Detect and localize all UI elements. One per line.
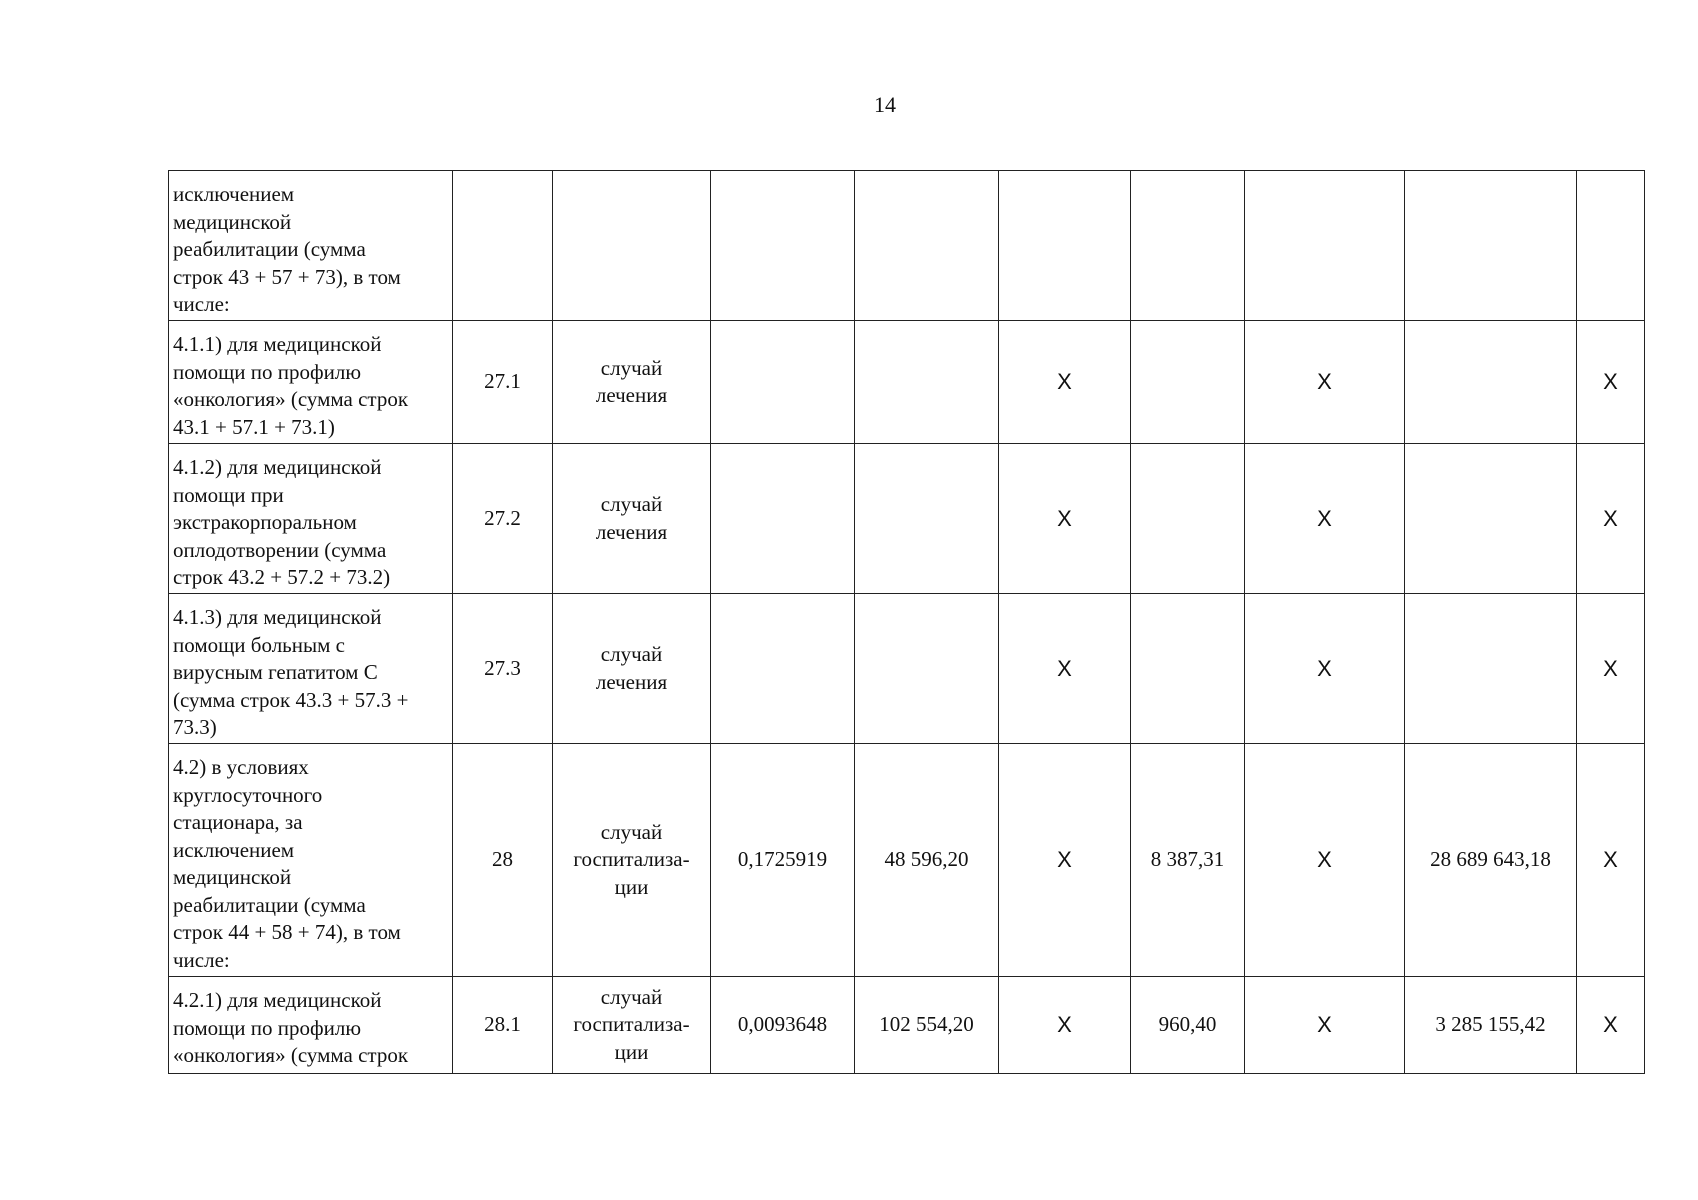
value-cell: X [999,977,1131,1074]
row-name-cell: 4.1.1) для медицинской помощи по профилю «онкология» (сумма строк 43.1 + 57.1 + 73.1) [169,321,453,444]
value-cell [999,171,1131,321]
table-row [169,321,1645,444]
table-row [169,977,1645,1074]
value-cell [1131,171,1245,321]
value-cell: 960,40 [1131,977,1245,1074]
value-cell [1131,321,1245,444]
value-cell: 0,0093648 [711,977,855,1074]
value-cell: 8 387,31 [1131,744,1245,977]
value-cell: X [1245,977,1405,1074]
table-row [169,594,1645,744]
line-number-cell: 28.1 [453,977,553,1074]
value-cell: 102 554,20 [855,977,999,1074]
value-cell [1405,594,1577,744]
value-cell [711,171,855,321]
value-cell [855,171,999,321]
value-cell: X [1245,744,1405,977]
line-number-cell [453,171,553,321]
value-cell: X [1577,744,1645,977]
value-cell [1245,171,1405,321]
value-cell: 48 596,20 [855,744,999,977]
unit-cell: случай лечения [553,594,711,744]
line-number-cell: 27.1 [453,321,553,444]
value-cell: 0,1725919 [711,744,855,977]
value-cell: X [999,744,1131,977]
unit-cell: случай лечения [553,321,711,444]
value-cell: X [1577,977,1645,1074]
value-cell: X [999,444,1131,594]
value-cell: 3 285 155,42 [1405,977,1577,1074]
value-cell: X [999,594,1131,744]
value-cell [711,321,855,444]
unit-cell: случай госпитализа- ции [553,977,711,1074]
row-name-cell: 4.2.1) для медицинской помощи по профилю «онкология» (сумма строк [169,977,453,1074]
page-number: 14 [874,92,896,117]
line-number-cell: 27.3 [453,594,553,744]
table-row [169,744,1645,977]
row-name-cell: исключением медицинской реабилитации (сумма строк 43 + 57 + 73), в том числе: [169,171,453,321]
value-cell: X [1245,594,1405,744]
table-row [169,444,1645,594]
value-cell: X [1245,444,1405,594]
value-cell: X [1577,444,1645,594]
value-cell [711,444,855,594]
value-cell [1405,444,1577,594]
value-cell: X [1245,321,1405,444]
value-cell: X [1577,321,1645,444]
row-name-cell: 4.1.2) для медицинской помощи при экстракорпоральном оплодотворении (сумма строк 43.2 + 57.2 + 73.2) [169,444,453,594]
value-cell [1577,171,1645,321]
value-cell [1131,594,1245,744]
unit-cell: случай лечения [553,444,711,594]
data-table [168,170,1645,1074]
line-number-cell: 27.2 [453,444,553,594]
row-name-cell: 4.1.3) для медицинской помощи больным с вирусным гепатитом С (сумма строк 43.3 + 57.3 + 73.3) [169,594,453,744]
unit-cell [553,171,711,321]
value-cell [855,321,999,444]
value-cell [855,594,999,744]
value-cell [1405,171,1577,321]
unit-cell: случай госпитализа- ции [553,744,711,977]
value-cell [855,444,999,594]
row-name-cell: 4.2) в условиях круглосуточного стационара, за исключением медицинской реабилитации (сумма строк 44 + 58 + 74), в том числе: [169,744,453,977]
value-cell [1405,321,1577,444]
value-cell: X [1577,594,1645,744]
value-cell [1131,444,1245,594]
value-cell: X [999,321,1131,444]
value-cell [711,594,855,744]
line-number-cell: 28 [453,744,553,977]
value-cell: 28 689 643,18 [1405,744,1577,977]
table-row [169,171,1645,321]
